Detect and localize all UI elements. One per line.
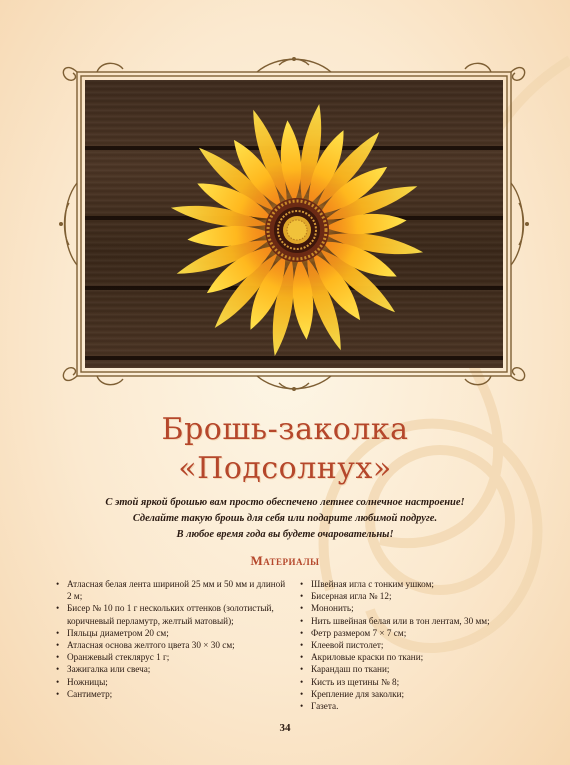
list-item: • Клеевой пистолет; [300,639,530,651]
list-item: • Пяльцы диаметром 20 см; [56,627,286,639]
list-item: • Газета. [300,700,530,712]
materials-heading: Материалы [250,553,320,568]
materials-list-left [56,578,286,700]
materials-list-right [300,578,530,712]
list-item: • Оранжевый стеклярус 1 г; [56,651,286,663]
list-item: • Фетр размером 7 × 7 см; [300,627,530,639]
list-item: • Сантиметр; [56,688,286,700]
page-title-line-1: Брошь-заколка [161,412,409,447]
list-item: • Бисер № 10 по 1 г нескольких оттенков (золотистый, коричневый перламутр, желтый матовый); [56,602,286,626]
list-item: • Крепление для заколки; [300,688,530,700]
list-item: • Бисерная игла № 12; [300,590,530,602]
list-item: • Нить швейная белая или в тон лентам, 30 мм; [300,615,530,627]
ornate-frame-border [57,53,531,395]
list-item: • Кисть из щетины № 8; [300,676,530,688]
list-item: • Атласная основа желтого цвета 30 × 30 см; [56,639,286,651]
list-item: • Атласная белая лента шириной 25 мм и 50 мм и длиной 2 м; [56,578,286,602]
intro-line-2: Сделайте такую брошь для себя или подарите любимой подруге. [132,513,438,524]
photo-frame [57,53,531,395]
intro-line-3: В любое время года вы будете очаровательны! [176,529,394,540]
list-item: • Зажигалка или свеча; [56,663,286,675]
list-item: • Швейная игла с тонким ушком; [300,578,530,590]
list-item: • Акриловые краски по ткани; [300,651,530,663]
list-item: • Мононить; [300,602,530,614]
list-item: • Ножницы; [56,676,286,688]
page-title-line-2: «Подсолнух» [178,451,392,486]
intro-line-1: С этой яркой брошью вам просто обеспечено летнее солнечное настроение! [105,497,465,508]
list-item: • Карандаш по ткани; [300,663,530,675]
intro-paragraph [60,495,510,543]
page-number: 34 [279,722,291,734]
